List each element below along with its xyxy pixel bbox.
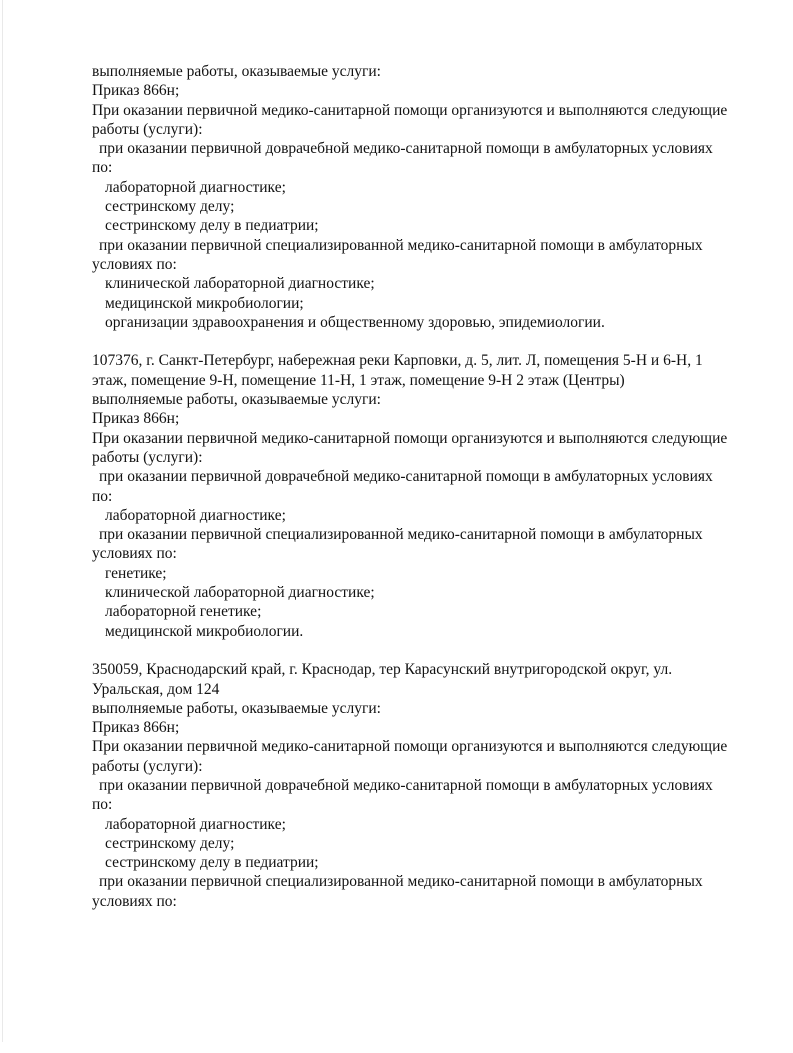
text-line: сестринскому делу;: [105, 198, 235, 216]
text-line: при оказании первичной специализированной медико-санитарной помощи в амбулаторных: [99, 236, 703, 254]
text-line: медицинской микробиологии;: [105, 294, 304, 312]
text-line: медицинской микробиологии.: [105, 622, 304, 640]
text-line: работы (услуги):: [92, 120, 203, 138]
text-line: этаж, помещение 9-Н, помещение 11-Н, 1 этаж, помещение 9-Н 2 этаж (Центры): [92, 371, 625, 389]
address-block-saint-petersburg: [92, 351, 764, 640]
text-line: лабораторной диагностике;: [105, 178, 286, 196]
text-line: выполняемые работы, оказываемые услуги:: [92, 699, 381, 717]
text-line: по:: [92, 159, 113, 177]
text-line: при оказании первичной специализированной медико-санитарной помощи в амбулаторных: [99, 873, 703, 891]
text-line: при оказании первичной доврачебной медико-санитарной помощи в амбулаторных условиях: [99, 468, 713, 486]
text-line: по:: [92, 796, 113, 814]
text-line: клинической лабораторной диагностике;: [105, 584, 375, 602]
address-block-krasnodar: [92, 660, 764, 911]
text-line: Приказ 866н;: [92, 410, 180, 428]
text-line: лабораторной генетике;: [105, 603, 262, 621]
works-services-block-1: [92, 62, 764, 332]
text-line: работы (услуги):: [92, 757, 203, 775]
text-line: условиях по:: [92, 545, 177, 563]
text-line: сестринскому делу в педиатрии;: [105, 854, 319, 872]
text-line: условиях по:: [92, 255, 177, 273]
text-line: Приказ 866н;: [92, 82, 180, 100]
text-line: Уральская, дом 124: [92, 680, 220, 698]
text-line: по:: [92, 487, 113, 505]
text-line: При оказании первичной медико-санитарной помощи организуются и выполняются следующие: [92, 738, 728, 756]
text-line: при оказании первичной специализированной медико-санитарной помощи в амбулаторных: [99, 526, 703, 544]
text-line: лабораторной диагностике;: [105, 815, 286, 833]
text-line: условиях по:: [92, 892, 177, 910]
text-line: При оказании первичной медико-санитарной помощи организуются и выполняются следующие: [92, 101, 728, 119]
text-line: генетике;: [105, 564, 167, 582]
text-line: сестринскому делу в педиатрии;: [105, 217, 319, 235]
text-line: организации здравоохранения и общественному здоровью, эпидемиологии.: [105, 313, 605, 331]
text-line: выполняемые работы, оказываемые услуги:: [92, 63, 381, 80]
page-left-border: [2, 0, 3, 1042]
text-line: клинической лабораторной диагностике;: [105, 275, 375, 293]
text-line: выполняемые работы, оказываемые услуги:: [92, 391, 381, 409]
text-line: При оказании первичной медико-санитарной помощи организуются и выполняются следующие: [92, 429, 728, 447]
text-line: при оказании первичной доврачебной медико-санитарной помощи в амбулаторных условиях: [99, 776, 713, 794]
text-line: при оказании первичной доврачебной медико-санитарной помощи в амбулаторных условиях: [99, 140, 713, 158]
text-line: Приказ 866н;: [92, 719, 180, 737]
text-line: 350059, Краснодарский край, г. Краснодар, тер Карасунский внутригородской округ, ул.: [92, 661, 673, 679]
text-line: лабораторной диагностике;: [105, 506, 286, 524]
text-line: 107376, г. Санкт-Петербург, набережная реки Карповки, д. 5, лит. Л, помещения 5-Н и 6-Н, 1: [92, 352, 703, 370]
text-line: сестринскому делу;: [105, 834, 235, 852]
text-line: работы (услуги):: [92, 448, 203, 466]
license-works-services-text: [92, 62, 764, 930]
